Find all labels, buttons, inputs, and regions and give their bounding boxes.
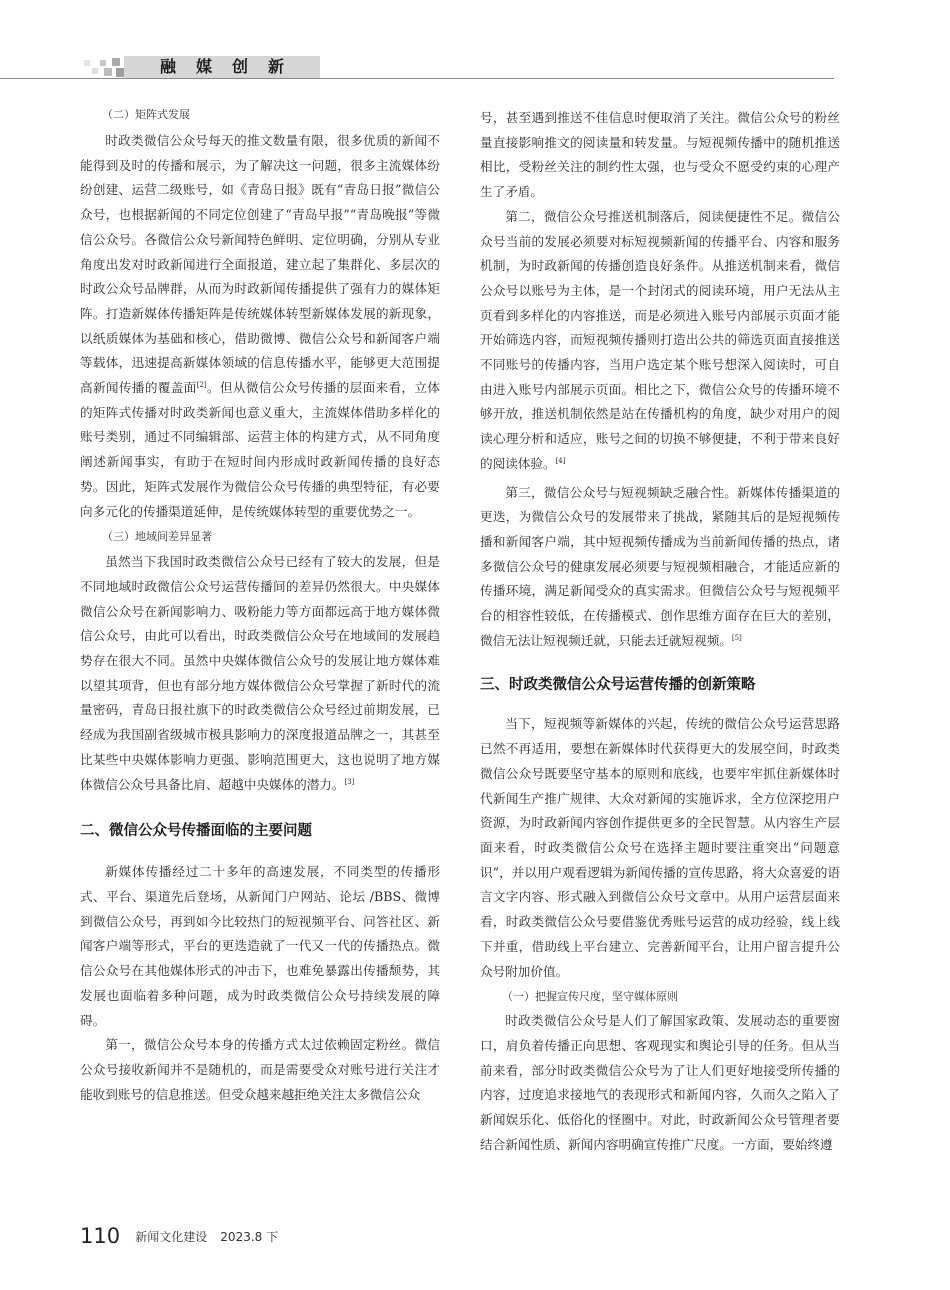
- subheading-matrix: （二）矩阵式发展: [102, 108, 190, 121]
- paragraph: [480, 205, 840, 477]
- left-column: [80, 106, 440, 1107]
- subheading-principle: （一）把握宣传尺度，坚守媒体原则: [502, 990, 678, 1004]
- paragraph: [480, 481, 840, 654]
- section-heading: 三、时政类微信公众号运营传播的创新策略: [480, 677, 756, 694]
- paragraph-text: 时政类微信公众号每天的推文数量有限，很多优质的新闻不能得到及时的传播和展示，为了解决这一问题，很多主流媒体纷纷创建、运营二级账号，如《青岛日报》既有“青岛日报”微信公众号，也根据新闻的不同定位创建了“青岛早报”“青岛晚报”等微信公众号。各微信公众号新闻特色鲜明、定位明确，分别从专业角度出发对时政新闻进行全面报道，建立起了集群化、多层次的时政公众号品牌群，从而为时政新闻传播提供了强有力的媒体矩阵。打造新媒体传播矩阵是传统媒体转型新媒体发展的新现象，以纸质媒体为基础和核心，借助微博、微信公众号和新闻客户端等载体，迅速提高新媒体领域的信息传播水平，能够更大范围提高新闻传播的覆盖面: [80, 133, 440, 396]
- page-footer: [80, 1224, 278, 1254]
- citation-ref: [4]: [555, 456, 566, 465]
- paragraph: 新媒体传播经过二十多年的高速发展，不同类型的传播形式、平台、渠道先后登场，从新闻门户网站、论坛 /BBS、微博到微信公众号，再到如今比较热门的短视频平台、问答社区、新闻客户端等形式，平台的更迭造就了一代又一代的传播热点。微信公众号在其他媒体形式的冲击下，也难免暴露出传播颓势，其发展也面临着多种问题，成为时政类微信公众号持续发展的障碍。: [80, 864, 440, 1028]
- subheading-regional: （三）地域间差异显著: [102, 530, 212, 544]
- citation-ref: [3]: [344, 777, 355, 786]
- header-rule: [0, 78, 834, 79]
- paragraph: 号，甚至遇到推送不佳信息时便取消了关注。微信公众号的粉丝量直接影响推文的阅读量和转发量。与短视频传播中的随机推送相比，受粉丝关注的制约性太强，也与受众不愿受约束的心理产生了矛盾。: [480, 110, 840, 200]
- journal-name: 新闻文化建设: [135, 1229, 208, 1244]
- citation-ref: [5]: [731, 633, 742, 642]
- citation-ref: [2]: [196, 380, 207, 389]
- paragraph-text: 虽然当下我国时政类微信公众号已经有了较大的发展，但是不同地域时政微信公众号运营传播间的差异仍然很大。中央媒体微信公众号在新闻影响力、吸粉能力等方面都远高于地方媒体微信公众号，由此可以看出，时政类微信公众号在地域间的发展趋势存在很大不同。虽然中央媒体微信公众号的发展让地方媒体难以望其项背，但也有部分地方媒体微信公众号掌握了新时代的流量密码，青岛日报社旗下的时政类微信公众号经过前期发展，已经成为我国副省级城市极具影响力的深度报道品牌之一，其甚至比某些中央媒体影响力更强、影响范围更大，这也说明了地方媒体微信公众号具备比肩、超越中央媒体的潜力。: [80, 554, 440, 792]
- paragraph: 第一，微信公众号本身的传播方式太过依赖固定粉丝。微信公众号接收新闻并不是随机的，而是需要受众对账号进行关注才能收到账号的信息推送。但受众越来越拒绝关注太多微信公众: [80, 1037, 440, 1102]
- section-heading: 二、微信公众号传播面临的主要问题: [80, 823, 312, 840]
- issue-label: 2023.8 下: [220, 1229, 279, 1244]
- page-number: 110: [80, 1224, 121, 1248]
- paragraph: [80, 129, 440, 524]
- right-column: [480, 106, 840, 1157]
- paragraph-text: 第三，微信公众号与短视频缺乏融合性。新媒体传播渠道的更迭，为微信公众号的发展带来了挑战，紧随其后的是短视频传播和新闻客户端，其中短视频传播成为当前新闻传播的热点，诸多微信公众号的健康发展必须要与短视频相融合，才能适应新的传播环境，满足新闻受众的真实需求。但微信公众号与短视频平台的相容性较低，在传播模式、创作思维方面存在巨大的差别，微信无法让短视频迁就，只能去迁就短视频。: [480, 484, 840, 648]
- paragraph-text: 。但从微信公众号传播的层面来看，立体的矩阵式传播对时政类新闻也意义重大，主流媒体借助多样化的账号类别，通过不同编辑部、运营主体的构建方式，从不同角度阐述新闻事实，有助于在短时间内形成时政新闻传播的良好态势。因此，矩阵式发展作为微信公众号传播的典型特征，有必要向多元化的传播渠道延伸，是传统媒体转型的重要优势之一。: [80, 380, 441, 519]
- paragraph: 当下，短视频等新媒体的兴起，传统的微信公众号运营思路已然不再适用，要想在新媒体时代获得更大的发展空间，时政类微信公众号既要坚守基本的原则和底线，也要牢牢抓住新媒体时代新闻生产推广规律、大众对新闻的实施诉求，全方位深挖用户资源，为时政新闻内容创作提供更多的全民智慧。从内容生产层面来看，时政类微信公众号在选择主题时要注重突出“问题意识”，并以用户观看逻辑为新闻传播的宣传思路，将大众喜爱的语言文字内容、形式融入到微信公众号文章中。从用户运营层面来看，时政类微信公众号要借鉴优秀账号运营的成功经验，线上线下并重，借助线上平台建立、完善新闻平台，让用户留言提升公众号附加价值。: [480, 716, 840, 979]
- paragraph: [80, 550, 440, 797]
- header-pattern-decoration: [0, 56, 125, 78]
- section-title: 融媒创新: [159, 57, 304, 76]
- paragraph-text: 第二，微信公众号推送机制落后，阅读便捷性不足。微信公众号当前的发展必须要对标短视频新闻的传播平台、内容和服务机制，为时政新闻的传播创造良好条件。从推送机制来看，微信公众号以账号为主体，是一个封闭式的阅读环境，用户无法从主页看到多样化的内容推送，而是必须进入账号内部展示页面才能开始筛选内容，而短视频传播则打造出公共的筛选页面直接推送不同账号的传播内容，当用户选定某个账号想深入阅读时，可自由进入账号内部展示页面。相比之下，微信公众号的传播环境不够开放，推送机制依然是站在传播机构的角度，缺少对用户的阅读心理分析和适应，账号之间的切换不够便捷，不利于带来良好的阅读体验。: [480, 208, 840, 471]
- paragraph: 时政类微信公众号是人们了解国家政策、发展动态的重要窗口，肩负着传播正向思想、客观现实和舆论引导的任务。但从当前来看，部分时政类微信公众号为了让人们更好地接受所传播的内容，过度追求接地气的表现形式和新闻内容，久而久之陷入了新闻娱乐化、低俗化的怪圈中。对此，时政新闻公众号管理者要结合新闻性质、新闻内容明确宣传推广尺度。一方面，要始终遵: [480, 1013, 840, 1152]
